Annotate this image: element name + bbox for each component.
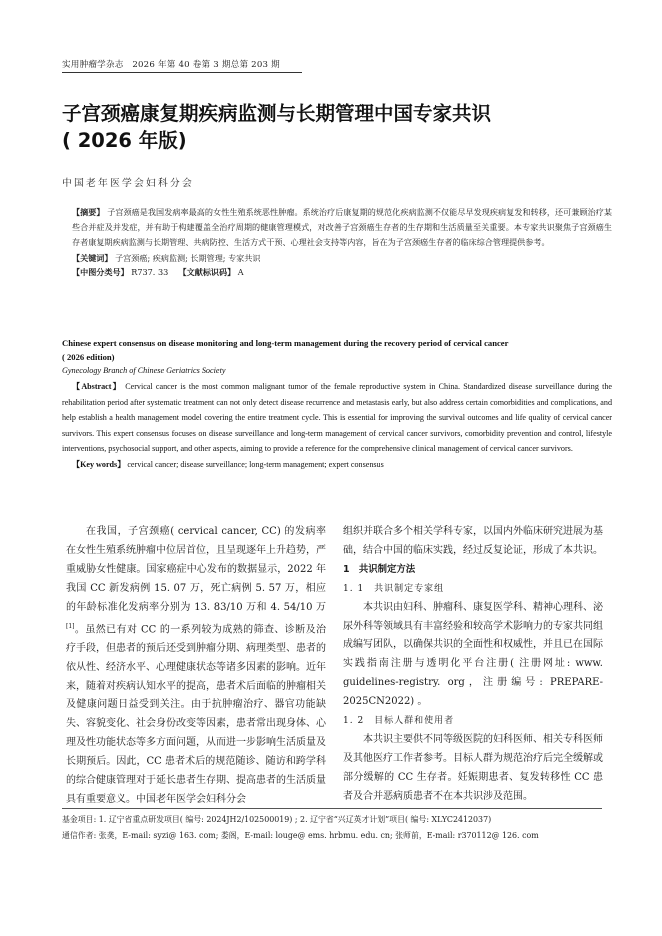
title-line-1: 子宫颈癌康复期疾病监测与长期管理中国专家共识 xyxy=(62,102,492,125)
doc-code-value: A xyxy=(237,267,244,278)
correspondence-note: 通信作者: 张䶮，E-mail: syzi@ 163. com; 娄阁，E-mail: louge@ ems. hrbmu. edu. cn; 张师前，E-mail: r370112@ 126. com xyxy=(62,831,539,840)
zh-keywords xyxy=(72,251,612,266)
en-keywords-label: 【Key words】 xyxy=(72,459,126,469)
chinese-abstract xyxy=(72,205,612,280)
zh-keywords-label: 【关键词】 xyxy=(72,252,113,263)
journal-header: 实用肿瘤学杂志 2026 年第 40 卷第 3 期总第 203 期 xyxy=(62,58,302,73)
clc-value: R737. 33 xyxy=(131,267,169,278)
en-abstract-label: 【Abstract】 xyxy=(72,382,122,391)
reference-1[interactable]: [1] xyxy=(66,622,75,630)
en-abstract-text: Cervical cancer is the most common malignant tumor of the female reproductive system in China. Standardized disease surveillance during the rehabilitation period after systematic treatment can not only detect disease recurrence and metastasis early, but also address certain comorbidities and complications, and help establish a health management model covering the entire treatment cycle. This is essential for improving the survival outcomes and life quality of cervical cancer survivors. This expert consensus focuses on disease surveillance and long-term management of cervical cancer survivors, comorbidity prevention and control, lifestyle interventions, psychosocial support, and other aspects, aiming to provide a reference for the comprehensive clinical management of cervical cancer survivors. xyxy=(62,382,612,454)
intro-text: 在我国，子宫颈癌( cervical cancer, CC) 的发病率在女性生殖系统肿瘤中位居首位，且呈现逐年上升趋势，严重威胁女性健康。国家癌症中心发布的数据显示，2022 年我国 CC 新发病例 15. 07 万，死亡病例 5. 57 万，相应的年龄标准化发病率分别为 13. 83/10 万和 4. 54/10 万 xyxy=(66,526,326,613)
en-abstract-para xyxy=(62,379,612,457)
english-abstract xyxy=(62,336,612,472)
title-line-2: ( 2026 年版) xyxy=(62,129,187,152)
zh-keywords-text: 子宫颈癌; 疾病监测; 长期管理; 专家共识 xyxy=(115,252,261,263)
intro-paragraph-end: 组织并联合多个相关学科专家，以国内外临床研究进展为基础，结合中国的临床实践，经过反复论证，形成了本共识。 xyxy=(343,526,603,556)
en-title: Chinese expert consensus on disease monitoring and long-term management during the recovery period of cervical cancer xyxy=(62,338,509,348)
footnote-divider xyxy=(62,808,602,809)
section-1-heading: 1 共识制定方法 xyxy=(343,563,416,575)
authors: 中国老年医学会妇科分会 xyxy=(62,178,194,189)
body-left-column xyxy=(66,523,326,810)
en-keywords-text: cervical cancer; disease surveillance; long-term management; expert consensus xyxy=(127,459,384,469)
subsection-1-2-text: 本共识主要供不同等级医院的妇科医师、相关专科医师及其他医疗工作者参考。目标人群为规范治疗后完全缓解或部分缓解的 CC 生存者。妊娠期患者、复发转移性 CC 患者及合并恶病质患者不在本共识涉及范围。 xyxy=(343,733,603,802)
subsection-1-1-text: 本共识由妇科、肿瘤科、康复医学科、精神心理科、泌尿外科等领域具有丰富经验和较高学术影响力的专家共同组成编写团队，以确保共识的全面性和权威性，并且已在国际实践指南注册与透明化平台注册( 注册网址: www. guidelines-registry. org，注册编号: PREPARE-2025CN2022) 。 xyxy=(343,601,603,708)
subsection-1-2-heading: 1. 2 目标人群和使用者 xyxy=(343,716,455,727)
en-keywords xyxy=(62,457,612,472)
clc-label: 【中图分类号】 xyxy=(72,267,129,278)
intro-text-cont: 。虽然已有对 CC 的一系列较为成熟的筛查、诊断及治疗手段，但患者的预后还受到肿瘤分期、病理类型、患者的依从性、经济水平、心理健康状态等诸多因素的影响。近年来，随着对疾病认知水平的提高，患者术后面临的肿瘤相关及健康问题日益受到关注。由于抗肿瘤治疗、器官功能缺失、容貌变化、社会身份改变等因素，患者常出现身体、心理及性功能状态等多方面问题，从而进一步影响生活质量及长期预后。因此，CC 患者术后的规范随诊、随访和跨学科的综合健康管理对于延长患者生存期、提高患者的生活质量具有重要意义。中国老年医学会妇科分会 xyxy=(66,623,326,806)
subsection-1-1-heading: 1. 1 共识制定专家组 xyxy=(343,583,445,594)
article-title xyxy=(62,100,622,154)
en-edition: ( 2026 edition) xyxy=(62,352,115,362)
zh-abstract-text: 子宫颈癌是我国发病率最高的女性生殖系统恶性肿瘤。系统治疗后康复期的规范化疾病监测不仅能尽早发现疾病复发和转移，还可兼顾治疗某些合并症及并发症，并有助于构建覆盖全治疗周期的健康管理模式，对改善子宫颈癌生存者的生存期和生活质量至关重要。本专家共识聚焦子宫颈癌生存者康复期疾病监测与长期管理、共病防控、生活方式干预、心理社会支持等内容，旨在为子宫颈癌生存者的临床综合管理提供参考。 xyxy=(72,207,612,248)
zh-classification xyxy=(72,265,612,280)
zh-abstract-label: 【摘要】 xyxy=(72,207,105,217)
en-organization: Gynecology Branch of Chinese Geriatrics Society xyxy=(62,366,226,375)
footnotes xyxy=(62,812,622,844)
funding-note: 基金项目: 1. 辽宁省重点研发项目( 编号: 2024JH2/102500019) ; 2. 辽宁省“兴辽英才计划”项目( 编号: XLYC2412037) xyxy=(62,815,492,824)
doc-code-label: 【文献标识码】 xyxy=(178,267,236,278)
body-right-column xyxy=(343,523,603,807)
intro-paragraph xyxy=(66,523,326,810)
zh-abstract-para xyxy=(72,205,612,251)
